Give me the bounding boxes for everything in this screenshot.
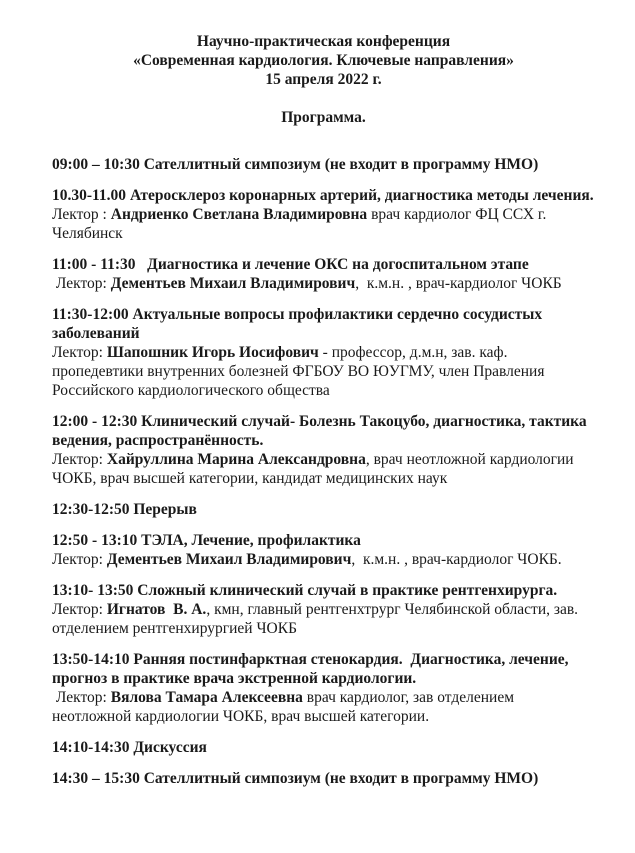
session-time: 12:50 - 13:10	[52, 532, 138, 549]
lecturer-line	[52, 450, 595, 488]
session-title: Перерыв	[129, 501, 197, 518]
lecturer-credentials: , кмн, главный рентгенхтрург Челябинской области, зав. отделением рентгенхирургией ЧОКБ	[52, 601, 582, 637]
lecturer-name: Андриенко Светлана Владимировна	[110, 206, 368, 223]
program-item-tela	[52, 531, 595, 569]
program-item-xray-surgeon-case	[52, 581, 595, 638]
conference-title-line: «Современная кардиология. Ключевые направления»	[133, 52, 514, 69]
program-item-atherosclerosis	[52, 186, 595, 243]
session-time: 11:00 - 11:30	[52, 256, 136, 273]
lecturer-credentials: - профессор, д.м.н, зав. каф. пропедевтики внутренних болезней ФГБОУ ВО ЮУГМУ, член Правления Российского кардиологического общества	[52, 344, 549, 399]
lecturer-label: Лектор:	[52, 551, 107, 568]
session-title: Актуальные вопросы профилактики сердечно сосудистых заболеваний	[52, 306, 547, 342]
program-item-break	[52, 500, 595, 519]
session-title: Ранняя постинфарктная стенокардия. Диагностика, лечение, прогноз в практике врача экстренной кардиологии.	[52, 651, 573, 687]
lecturer-name: Игнатов В. А.	[106, 601, 207, 618]
session-time: 14:30 – 15:30	[52, 770, 140, 787]
lecturer-line	[52, 550, 595, 569]
session-time: 10.30-11.00	[52, 187, 127, 204]
session-heading	[52, 650, 595, 688]
session-heading	[52, 412, 595, 450]
session-heading	[52, 305, 595, 343]
lecturer-label: Лектор:	[52, 344, 107, 361]
session-heading	[52, 581, 595, 600]
session-time: 12:30-12:50	[52, 501, 130, 518]
lecturer-name: Дементьев Михаил Владимирович	[106, 551, 352, 568]
lecturer-name: Дементьев Михаил Владимирович	[110, 275, 356, 292]
lecturer-line	[52, 343, 595, 400]
session-title: Клинический случай- Болезнь Такоцубо, диагностика, тактика ведения, распространённость.	[52, 413, 591, 449]
lecturer-label: Лектор:	[52, 451, 107, 468]
session-heading	[52, 738, 595, 757]
session-time: 13:10- 13:50	[52, 582, 134, 599]
program-item-oks-diagnostics	[52, 255, 595, 293]
program-item-postinfarct-angina	[52, 650, 595, 726]
session-time: 09:00 – 10:30	[52, 156, 140, 173]
session-title: Атеросклероз коронарных артерий, диагностика методы лечения.	[126, 187, 594, 204]
lecturer-label: Лектор:	[52, 601, 107, 618]
session-heading	[52, 255, 595, 274]
program-item-prevention-questions	[52, 305, 595, 400]
lecturer-credentials: , к.м.н. , врач-кардиолог ЧОКБ	[355, 275, 562, 292]
session-title: Сателлитный симпозиум (не входит в программу НМО)	[139, 770, 539, 787]
lecturer-name: Вялова Тамара Алексеевна	[110, 689, 303, 706]
session-time: 11:30-12:00	[52, 306, 129, 323]
program-item-satellite-morning	[52, 155, 595, 174]
lecturer-name: Хайруллина Марина Александровна	[106, 451, 366, 468]
lecturer-line	[52, 205, 595, 243]
session-time: 12:00 - 12:30	[52, 413, 138, 430]
lecturer-label: Лектор:	[52, 689, 111, 706]
lecturer-line	[52, 274, 595, 293]
session-title: Сателлитный симпозиум (не входит в программу НМО)	[139, 156, 539, 173]
session-heading	[52, 769, 595, 788]
session-title: Дискуссия	[129, 739, 207, 756]
session-title: Сложный клинический случай в практике рентгенхирурга.	[133, 582, 558, 599]
lecturer-label: Лектор:	[52, 275, 111, 292]
lecturer-credentials: , врач неотложной кардиологии ЧОКБ, врач высшей категории, кандидат медицинских наук	[52, 451, 578, 487]
program-label: Программа.	[281, 109, 366, 126]
program-item-satellite-afternoon	[52, 769, 595, 788]
lecturer-credentials: , к.м.н. , врач-кардиолог ЧОКБ.	[351, 551, 562, 568]
program-item-takotsubo-case	[52, 412, 595, 488]
lecturer-credentials: врач кардиолог ФЦ ССХ г. Челябинск	[52, 206, 551, 242]
conference-date-line: 15 апреля 2022 г.	[265, 71, 382, 88]
session-title: Диагностика и лечение ОКС на догоспитальном этапе	[135, 256, 529, 273]
lecturer-label: Лектор :	[52, 206, 111, 223]
conference-type-line: Научно-практическая конференция	[196, 33, 451, 50]
session-time: 14:10-14:30	[52, 739, 130, 756]
lecturer-line	[52, 600, 595, 638]
session-title: ТЭЛА, Лечение, профилактика	[137, 532, 361, 549]
lecturer-line	[52, 688, 595, 726]
document-header	[52, 32, 595, 89]
program-item-discussion	[52, 738, 595, 757]
lecturer-credentials: врач кардиолог, зав отделением неотложной кардиологии ЧОКБ, врач высшей категории.	[52, 689, 518, 725]
session-heading	[52, 155, 595, 174]
session-heading	[52, 531, 595, 550]
session-heading	[52, 500, 595, 519]
lecturer-name: Шапошник Игорь Иосифович	[106, 344, 319, 361]
session-heading	[52, 186, 595, 205]
session-time: 13:50-14:10	[52, 651, 130, 668]
